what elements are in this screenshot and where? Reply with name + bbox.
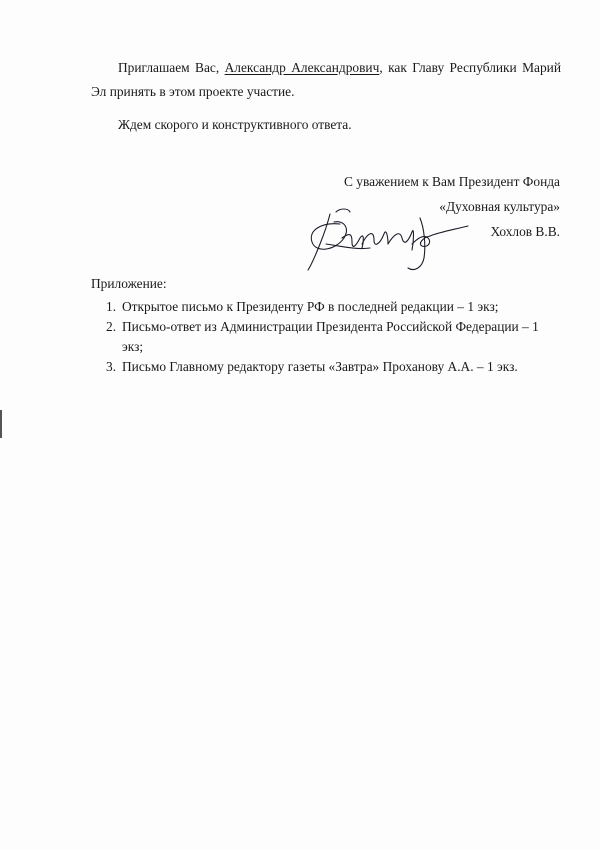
await-paragraph: Ждем скорого и конструктивного ответа. <box>118 117 352 132</box>
attachment-text: Письмо-ответ из Администрации Президента Российской Федерации – 1 экз; <box>122 319 539 354</box>
attachment-number: 1. <box>106 299 117 314</box>
invitation-text-after: , как Главу Республики Марий Эл принять в этом проекте участие. <box>91 60 561 99</box>
invitation-text-before: Приглашаем Вас, <box>118 60 220 75</box>
attachment-number: 3. <box>106 359 117 374</box>
attachment-number: 2. <box>106 319 117 334</box>
handwritten-signature <box>300 204 470 276</box>
attachments-label: Приложение: <box>91 276 167 291</box>
invitation-paragraph <box>91 56 561 104</box>
attachment-text: Письмо Главному редактору газеты «Завтра» Проханову А.А. – 1 экз. <box>122 359 518 374</box>
attachment-item <box>91 297 561 317</box>
closing-line-1: С уважением к Вам Президент Фонда <box>344 174 560 189</box>
attachment-item <box>91 317 561 357</box>
signatory-name: Хохлов В.В. <box>490 224 560 239</box>
scan-edge-mark <box>0 410 2 438</box>
attachment-item <box>91 357 561 377</box>
addressee-name: Александр Александрович <box>224 60 380 75</box>
attachments-list <box>91 297 561 377</box>
closing-line-2: «Духовная культура» <box>439 199 560 214</box>
attachment-text: Открытое письмо к Президенту РФ в последней редакции – 1 экз; <box>122 299 499 314</box>
